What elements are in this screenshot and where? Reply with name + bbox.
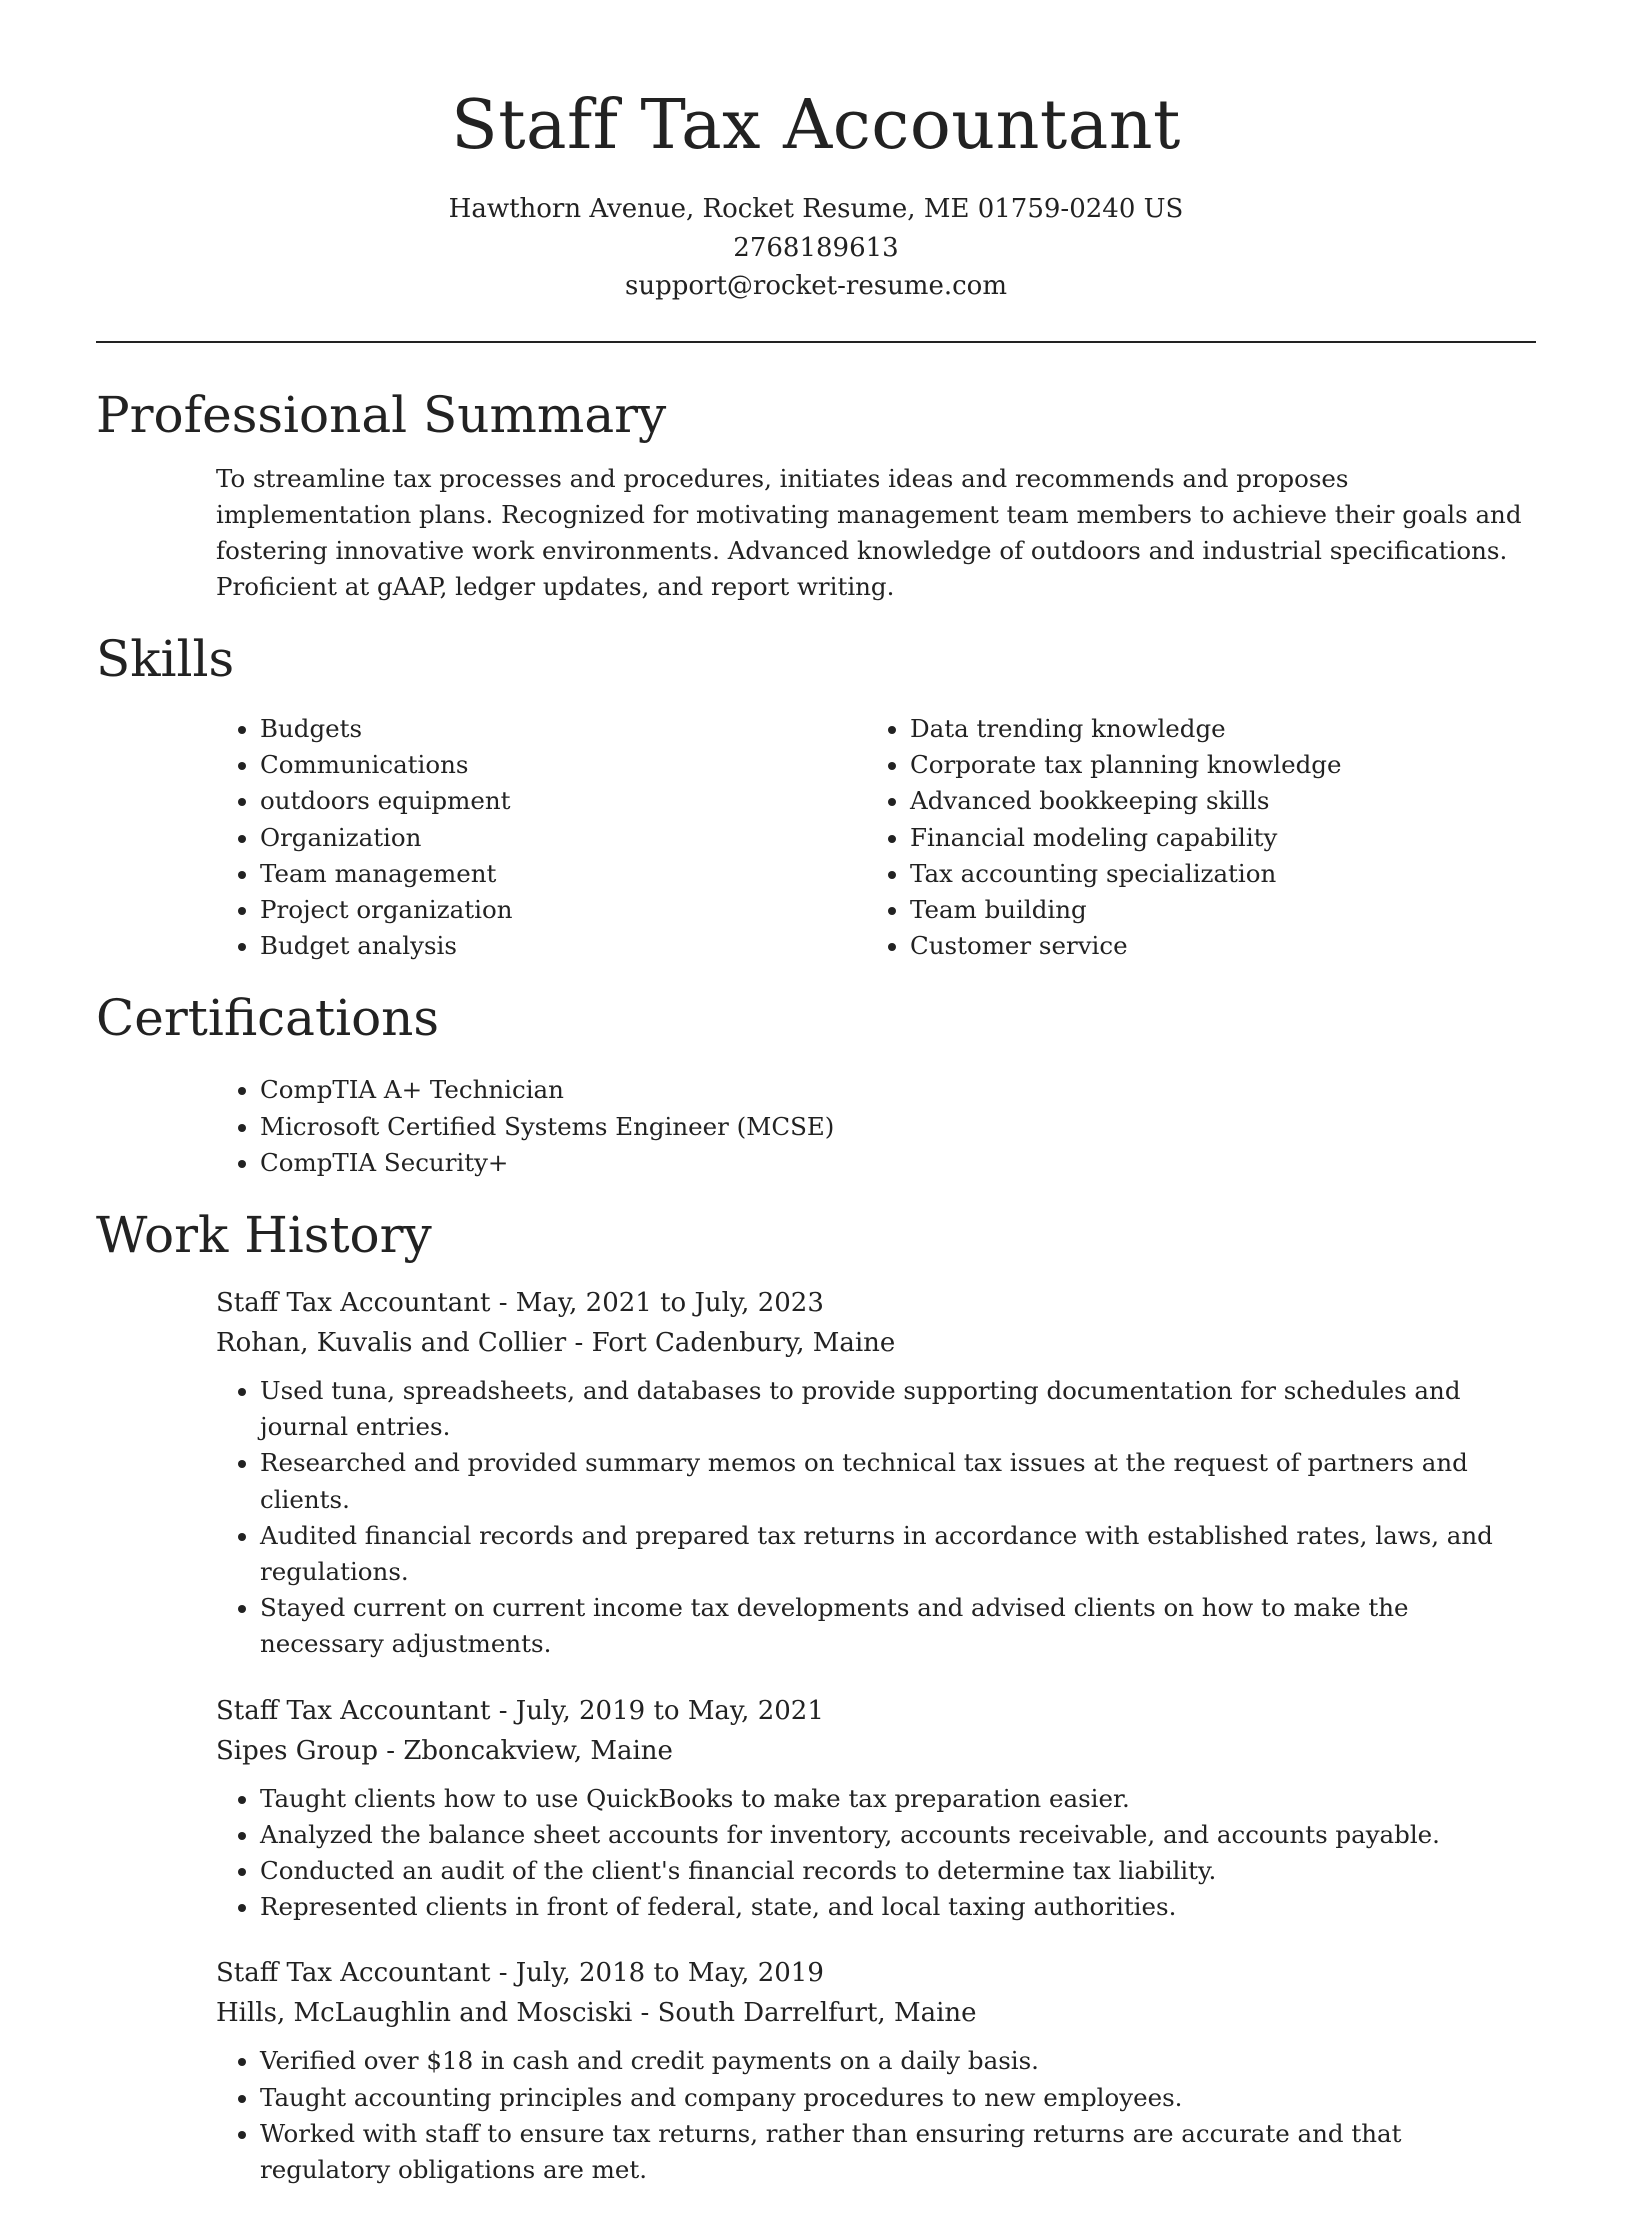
job-dates: May, 2021 to July, 2023: [515, 1288, 824, 1319]
contact-address: Hawthorn Avenue, Rocket Resume, ME 01759-0240 US: [448, 194, 1184, 224]
certification-item: • CompTIA A+ Technician: [260, 1072, 1536, 1108]
skill-item: • Budgets: [260, 711, 866, 747]
job-bullets: [216, 2043, 1536, 2188]
job-entry: [216, 1953, 1536, 2188]
separator: -: [640, 1998, 658, 2029]
skills-list-right: [866, 711, 1516, 964]
skill-item: • Communications: [260, 747, 866, 783]
job-employer-line: [216, 1993, 1536, 2033]
job-title: Staff Tax Accountant: [216, 1958, 491, 1989]
separator: -: [574, 1328, 592, 1359]
skill-item: • Data trending knowledge: [910, 711, 1516, 747]
skill-item: • Advanced bookkeeping skills: [910, 783, 1516, 819]
contact-email: support@rocket-resume.com: [624, 271, 1007, 301]
job-location: South Darrelfurt, Maine: [657, 1998, 977, 2029]
job-bullet: • Taught clients how to use QuickBooks to make tax preparation easier.: [260, 1781, 1536, 1817]
job-dates: July, 2019 to May, 2021: [515, 1695, 824, 1726]
skills-section: [96, 627, 1536, 964]
job-bullets: [216, 1373, 1536, 1663]
job-dates: July, 2018 to May, 2019: [515, 1958, 824, 1989]
job-bullet: • Conducted an audit of the client's financial records to determine tax liability.: [260, 1853, 1536, 1889]
job-entry: [216, 1283, 1536, 1663]
job-employer-line: [216, 1323, 1536, 1363]
job-title: Staff Tax Accountant: [216, 1288, 491, 1319]
separator: -: [498, 1958, 516, 1989]
summary-section: [96, 383, 1536, 605]
job-bullet: • Represented clients in front of federal, state, and local taxing authorities.: [260, 1889, 1536, 1925]
skill-item: • Corporate tax planning knowledge: [910, 747, 1516, 783]
job-employer-line: [216, 1731, 1536, 1771]
skill-item: • Budget analysis: [260, 928, 866, 964]
certifications-list: [216, 1072, 1536, 1181]
job-employer: Hills, McLaughlin and Mosciski: [216, 1998, 633, 2029]
job-bullet: • Analyzed the balance sheet accounts for inventory, accounts receivable, and accounts payable.: [260, 1817, 1536, 1853]
job-bullet: • Taught accounting principles and company procedures to new employees.: [260, 2080, 1536, 2116]
separator: -: [498, 1695, 516, 1726]
skills-columns: [216, 711, 1536, 964]
resume-content: [96, 383, 1536, 2216]
job-title: Staff Tax Accountant: [216, 1695, 491, 1726]
skill-item: • outdoors equipment: [260, 783, 866, 819]
skill-item: • Team management: [260, 856, 866, 892]
job-bullet: • Used tuna, spreadsheets, and databases to provide supporting documentation for schedules and journal entries.: [260, 1373, 1536, 1445]
job-bullet: • Worked with staff to ensure tax returns, rather than ensuring returns are accurate and that regulatory obligations are met.: [260, 2116, 1536, 2188]
skill-item: • Financial modeling capability: [910, 820, 1516, 856]
contact-block: [0, 190, 1632, 306]
job-title-line: [216, 1691, 1536, 1731]
job-title-line: [216, 1283, 1536, 1323]
skills-list-left: [216, 711, 866, 964]
job-location: Fort Cadenbury, Maine: [591, 1328, 896, 1359]
job-title-line: [216, 1953, 1536, 1993]
job-bullet: • Stayed current on current income tax developments and advised clients on how to make the necessary adjustments.: [260, 1590, 1536, 1662]
job-employer: Sipes Group: [216, 1735, 379, 1766]
skill-item: • Project organization: [260, 892, 866, 928]
job-location: Zboncakview, Maine: [403, 1735, 673, 1766]
certifications-heading: Certifications: [96, 989, 440, 1048]
separator: -: [386, 1735, 404, 1766]
job-bullet: • Verified over $18 in cash and credit payments on a daily basis.: [260, 2043, 1536, 2079]
summary-text: To streamline tax processes and procedures, initiates ideas and recommends and proposes implementation plans. Recognized for motivating management team members to achieve their goals and fostering innovative work environments. Advanced knowledge of outdoors and industrial specifications. Proficient at gAAP, ledger updates, and report writing.: [216, 464, 1522, 601]
skill-item: • Organization: [260, 820, 866, 856]
job-bullet: • Researched and provided summary memos on technical tax issues at the request of partners and clients.: [260, 1445, 1536, 1517]
certifications-section: [96, 986, 1536, 1181]
job-bullets: [216, 1781, 1536, 1926]
resume-header: [0, 0, 1632, 306]
separator: -: [498, 1288, 516, 1319]
skill-item: • Customer service: [910, 928, 1516, 964]
certification-item: • CompTIA Security+: [260, 1145, 1536, 1181]
job-entry: [216, 1691, 1536, 1926]
skill-item: • Tax accounting specialization: [910, 856, 1516, 892]
skills-heading: Skills: [96, 630, 235, 688]
header-divider: [96, 341, 1536, 343]
certification-item: • Microsoft Certified Systems Engineer (MCSE): [260, 1109, 1536, 1145]
job-bullet: • Audited financial records and prepared tax returns in accordance with established rates, laws, and regulations.: [260, 1518, 1536, 1590]
contact-phone: 2768189613: [733, 232, 899, 263]
candidate-name: Staff Tax Accountant: [451, 86, 1181, 165]
summary-heading: Professional Summary: [96, 386, 667, 444]
job-employer: Rohan, Kuvalis and Collier: [216, 1328, 567, 1359]
skill-item: • Team building: [910, 892, 1516, 928]
work-history-section: [96, 1203, 1536, 2188]
work-history-heading: Work History: [96, 1206, 432, 1265]
